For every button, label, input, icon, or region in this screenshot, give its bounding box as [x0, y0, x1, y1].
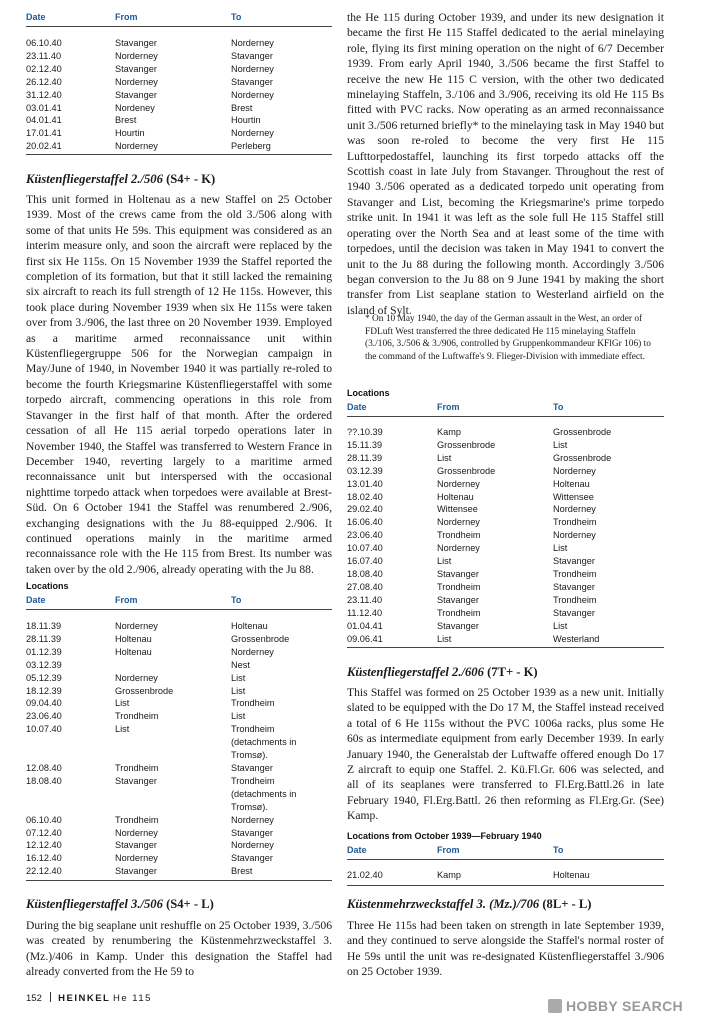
date-cell: 06.10.40: [26, 814, 62, 825]
table4-body: [347, 869, 664, 886]
table-row: [347, 581, 664, 594]
to-cell: Stavanger: [231, 50, 273, 61]
date-cell: 29.02.40: [347, 504, 383, 515]
section-heading: [26, 172, 215, 187]
locations-label: Locations: [347, 388, 390, 398]
to-cell: Brest: [231, 102, 253, 113]
from-cell: Stavanger: [115, 866, 157, 877]
table-row: [26, 114, 332, 127]
to-cell: Trondheim (detachments in Tromsø).: [231, 724, 297, 761]
to-header: To: [231, 12, 242, 22]
section-code: (S4+ - K): [166, 172, 216, 186]
page-footer: [26, 992, 152, 1004]
table-row: [347, 594, 664, 607]
date-cell: 31.12.40: [26, 89, 62, 100]
to-cell: Perleberg: [231, 141, 271, 152]
table2-header: [26, 595, 332, 610]
date-cell: 18.02.40: [347, 491, 383, 502]
to-cell: Norderney: [553, 465, 596, 476]
date-cell: 06.10.40: [26, 38, 62, 48]
from-cell: Stavanger: [115, 840, 157, 851]
table-row: [26, 697, 332, 710]
section-text: This unit formed in Holtenau as a new Staffel on 25 October 1939. Most of the crews came from the old 3./506 along with some of that units He 59s. This equipment was considered as an interim measure only, and soon the aircraft were replaced by the first six He 115s. On 15 November 1939 the Staffel reported the completion of its formation, but that it still lacked the remaining six aircraft to reach its full strength of 12 He 115s. However, this took place during November 1939 when six He 115s were taken over from 3./906, the last three on 20 November 1939. Employed as a maritime armed reconnaissance unit within Küstenfliegergruppe 506 for the Norwegian campaign in May/June of 1940, in November 1940 it was partially re-roled to become the fourth Kriegsmarine Küstenfliegerstaffel with some torpedo aircraft, commencing operations in this role from Stavanger in the first half of that month. After the ordered cessation of all He 115 aerial torpedo operations later in November 1940, the Staffel was transferred to Western France in December 1940, reverting largely to a maritime armed reconnaissance unit but interspersed with the occasional nighttime torpedo attack when torpedoes were available at Brest-Süd. On 6 October 1941 the Staffel was renumbered 2./906, exchanging designations with the Ju 88-equipped 2./906. It continued operations mainly in the maritime armed reconnaissance role with the He 115 from Brest. Its number was taken over by the old 2./906, already operating with the Ju 88.: [26, 193, 332, 576]
date-cell: 18.11.39: [26, 621, 62, 631]
locations-label: Locations: [26, 581, 69, 591]
date-cell: 09.04.40: [26, 698, 62, 709]
to-cell: Stavanger: [231, 827, 273, 838]
date-cell: 27.08.40: [347, 581, 383, 592]
to-cell: Norderney: [553, 530, 596, 541]
section-code: (S4+ - L): [166, 897, 214, 911]
to-cell: Norderney: [231, 38, 274, 48]
table-row: [26, 646, 332, 659]
table-row: [347, 542, 664, 555]
table-row: [26, 620, 332, 633]
date-cell: 23.06.40: [26, 711, 62, 722]
table-row: [26, 827, 332, 840]
from-cell: Trondheim: [115, 814, 159, 825]
table-row: [347, 465, 664, 478]
date-header: Date: [26, 595, 46, 605]
to-cell: Holtenau: [553, 870, 590, 880]
date-cell: 01.12.39: [26, 646, 62, 657]
to-cell: Grossenbrode: [231, 633, 290, 644]
section-code: (8L+ - L): [542, 897, 592, 911]
date-cell: 13.01.40: [347, 478, 383, 489]
from-cell: Norderney: [115, 827, 158, 838]
table-row: [347, 555, 664, 568]
to-cell: Norderney: [231, 63, 274, 74]
from-cell: [115, 659, 231, 672]
from-cell: Norderney: [437, 517, 480, 528]
to-header: To: [231, 595, 242, 605]
table-row: [347, 633, 664, 646]
table-row: [26, 37, 332, 50]
to-cell: Stavanger: [231, 853, 273, 864]
from-header: From: [437, 402, 460, 412]
from-cell: Norderney: [437, 543, 480, 554]
from-cell: Stavanger: [115, 775, 157, 786]
to-header: To: [553, 402, 564, 412]
table-row: [26, 710, 332, 723]
to-cell: Grossenbrode: [553, 452, 612, 463]
to-cell: List: [231, 672, 246, 683]
table-row: [26, 102, 332, 115]
table-row: [26, 659, 332, 672]
table-row: [347, 439, 664, 452]
section-heading: [347, 665, 538, 680]
date-header: Date: [26, 12, 46, 22]
from-cell: Stavanger: [437, 568, 479, 579]
from-cell: Stavanger: [115, 63, 157, 74]
date-header: Date: [347, 402, 367, 412]
to-cell: Trondheim (detachments in Tromsø).: [231, 775, 297, 812]
date-cell: 23.11.40: [347, 594, 383, 605]
from-cell: Grossenbrode: [437, 439, 496, 450]
table1-header: [26, 12, 332, 27]
table-row: [26, 127, 332, 140]
to-cell: Norderney: [553, 504, 596, 515]
to-cell: Norderney: [231, 814, 274, 825]
section-name: Küstenfliegerstaffel 2./506: [26, 172, 163, 186]
date-cell: 17.01.41: [26, 128, 62, 139]
footnote: * On 10 May 1940, the day of the German assault in the West, an order of FDLuft West transferred the three dedicated He 115 minelaying Staffeln (3./106, 3./506 & 3./906, controlled by Gruppenkommandeur KFlGr 106) to the command of the Luftwaffe's 9. Flieger-Division with immediate effect.: [365, 314, 651, 362]
date-cell: 02.12.40: [26, 63, 62, 74]
from-cell: Trondheim: [115, 711, 159, 722]
to-cell: Grossenbrode: [553, 427, 612, 437]
from-cell: List: [115, 698, 130, 709]
table-row: [347, 529, 664, 542]
from-cell: Grossenbrode: [115, 685, 174, 696]
to-cell: Stavanger: [231, 76, 273, 87]
date-cell: 16.07.40: [347, 556, 383, 567]
from-cell: Brest: [115, 115, 137, 126]
watermark: [548, 998, 683, 1014]
date-cell: ??.10.39: [347, 427, 383, 437]
date-cell: 20.02.41: [26, 141, 62, 152]
from-cell: Holtenau: [115, 633, 152, 644]
table-row: [26, 723, 332, 762]
table2-body: [26, 620, 332, 881]
from-header: From: [115, 12, 138, 22]
date-cell: 21.02.40: [347, 870, 383, 880]
date-cell: 26.12.40: [26, 76, 62, 87]
date-cell: 23.11.40: [26, 50, 62, 61]
from-cell: Norderney: [437, 478, 480, 489]
from-cell: Norderney: [115, 76, 158, 87]
date-cell: 28.11.39: [347, 452, 383, 463]
date-cell: 04.01.41: [26, 115, 62, 126]
date-cell: 22.12.40: [26, 866, 62, 877]
table-row: [26, 775, 332, 814]
to-cell: Nest: [231, 659, 250, 670]
section-text: During the big seaplane unit reshuffle on 25 October 1939, 3./506 was created by renumbering the Küstenmehrzweckstaffel 3.(Mz.)/406 in Kamp. Under this designation the Staffel had already converted from the He 59 to: [26, 919, 332, 979]
table-row: [347, 607, 664, 620]
date-cell: 11.12.40: [347, 607, 383, 618]
to-cell: Trondheim: [553, 594, 597, 605]
date-cell: 16.06.40: [347, 517, 383, 528]
from-cell: Norderney: [115, 50, 158, 61]
to-cell: List: [553, 439, 568, 450]
table-row: [26, 76, 332, 89]
table3-header: [347, 402, 664, 417]
date-cell: 09.06.41: [347, 633, 383, 644]
table4-header: [347, 845, 664, 860]
date-cell: 18.12.39: [26, 685, 62, 696]
table-row: [26, 852, 332, 865]
from-cell: Norderney: [115, 621, 158, 631]
to-cell: List: [231, 685, 246, 696]
from-cell: List: [437, 452, 452, 463]
to-cell: List: [231, 711, 246, 722]
to-cell: Westerland: [553, 633, 600, 644]
table1-body: [26, 37, 332, 155]
from-cell: List: [437, 633, 452, 644]
date-cell: 12.12.40: [26, 840, 62, 851]
date-cell: 05.12.39: [26, 672, 62, 683]
to-cell: Trondheim: [553, 568, 597, 579]
from-header: From: [437, 845, 460, 855]
to-cell: Brest: [231, 866, 253, 877]
to-header: To: [553, 845, 564, 855]
date-cell: 07.12.40: [26, 827, 62, 838]
date-cell: 23.06.40: [347, 530, 383, 541]
from-cell: Stavanger: [437, 594, 479, 605]
from-cell: Trondheim: [437, 530, 481, 541]
to-cell: Holtenau: [553, 478, 590, 489]
from-cell: Trondheim: [437, 581, 481, 592]
from-cell: Hourtin: [115, 128, 145, 139]
from-cell: List: [437, 556, 452, 567]
to-cell: Hourtin: [231, 115, 261, 126]
section-text: This Staffel was formed on 25 October 1939 as a new unit. Initially slated to be equipped with the Do 17 M, the Staffel instead received a total of 6 He 115s without the PVC 1006a racks, plus some He 60s as intermediate equipment from early December 1939. In early January 1940, the Generalstab der Luftwaffe offered enough Do 17 Z aircraft to equip one Staffel. 2. Kü.Fl.Gr. 606 was selected, and all of its seaplanes were transferred to Fl.Erg.Battl.26 in late February 1940, Fl.Erg.Battl. 26 then reforming as Fl.Erg.Gr. (See) Kamp.: [347, 686, 664, 823]
table-row: [26, 814, 332, 827]
section-heading: [26, 897, 214, 912]
date-cell: 10.07.40: [347, 543, 383, 554]
to-cell: Holtenau: [231, 621, 268, 631]
date-cell: 12.08.40: [26, 762, 62, 773]
date-cell: 18.08.40: [347, 568, 383, 579]
table-row: [26, 89, 332, 102]
locations-label: Locations from October 1939—February 1940: [347, 831, 542, 841]
table-row: [347, 426, 664, 439]
table-row: [347, 568, 664, 581]
from-cell: Norderney: [115, 853, 158, 864]
table-row: [347, 478, 664, 491]
to-cell: Norderney: [231, 646, 274, 657]
from-cell: Holtenau: [437, 491, 474, 502]
from-cell: Trondheim: [115, 762, 159, 773]
table-row: [26, 672, 332, 685]
table-row: [347, 452, 664, 465]
section-heading: [347, 897, 592, 912]
watermark-text: HOBBY SEARCH: [566, 998, 683, 1014]
to-cell: Norderney: [231, 89, 274, 100]
table-row: [26, 633, 332, 646]
to-cell: Stavanger: [553, 581, 595, 592]
table-row: [347, 869, 664, 882]
footer-model: He 115: [112, 993, 152, 1004]
section-text: Three He 115s had been taken on strength in late September 1939, and they continued to serve alongside the Staffel's normal roster of He 59s until the unit was re-designated Küstenfliegerstaffel 3./906 on 25 October 1939.: [347, 919, 664, 979]
from-cell: List: [115, 724, 130, 735]
section-text-continued: the He 115 during October 1939, and under its new designation it became the first He 115 Staffel dedicated to the aerial minelaying role, flying its first mining operation on the night of 6/7 December 1939. From early April 1940, 3./506 became the first Staffel to receive the new He 115 C version, with the other two dedicated minelaying Staffeln, 3./106 and 3./906, receiving its old He 115 Bs fitted with PVC racks. Now operating as an armed reconnaissance unit 3./506 returned briefly* to the minelaying task in May 1940 but was soon re-roled to become the very first He 115 Lufttorpedostaffel, launching its first torpedo attacks off the Scottish coast in late July from Stavanger. Throughout the rest of 1940 3./506 operated as a dedicated torpedo unit operating from Stavanger and List, becoming the Kriegsmarine's prime torpedo strike unit. In 1941 it was left as the sole full He 115 Staffel still operating over the North Sea and at least some of the time with torpedoes, until the decision was taken in May 1941 to convert the unit to the Ju 88 during the following month. Accordingly 3./506 began conversion to the Ju 88 on 9 June 1941 by making the short transfer from List seaplane station to Westerland airfield on the island of Sylt.: [347, 11, 664, 317]
from-cell: Grossenbrode: [437, 465, 496, 476]
to-cell: List: [553, 620, 568, 631]
date-cell: 18.08.40: [26, 775, 62, 786]
table-row: [347, 491, 664, 504]
from-cell: Holtenau: [115, 646, 152, 657]
table-row: [347, 503, 664, 516]
table-row: [26, 685, 332, 698]
watermark-logo-icon: [548, 999, 562, 1013]
to-cell: Norderney: [231, 128, 274, 139]
from-cell: Stavanger: [437, 620, 479, 631]
to-cell: Trondheim: [553, 517, 597, 528]
from-cell: Stavanger: [115, 38, 157, 48]
to-cell: Wittensee: [553, 491, 594, 502]
to-cell: Norderney: [231, 840, 274, 851]
date-cell: 01.04.41: [347, 620, 383, 631]
table3-body: [347, 426, 664, 648]
to-cell: Trondheim: [231, 698, 275, 709]
from-cell: Trondheim: [437, 607, 481, 618]
table-row: [26, 140, 332, 153]
from-header: From: [115, 595, 138, 605]
date-cell: 10.07.40: [26, 724, 62, 735]
from-cell: Nordeney: [115, 102, 155, 113]
section-name: Küstenfliegerstaffel 3./506: [26, 897, 163, 911]
date-cell: 16.12.40: [26, 853, 62, 864]
date-cell: 15.11.39: [347, 439, 383, 450]
date-cell: 03.12.39: [26, 659, 62, 670]
section-name: Küstenmehrzweckstaffel 3. (Mz.)/706: [347, 897, 540, 911]
table-row: [347, 516, 664, 529]
from-cell: Stavanger: [115, 89, 157, 100]
from-cell: Wittensee: [437, 504, 478, 515]
from-cell: Norderney: [115, 672, 158, 683]
to-cell: List: [553, 543, 568, 554]
from-cell: Kamp: [437, 427, 462, 437]
footer-brand: HEINKEL: [58, 993, 111, 1004]
to-cell: Stavanger: [553, 607, 595, 618]
section-code: (7T+ - K): [487, 665, 538, 679]
to-cell: Stavanger: [553, 556, 595, 567]
from-cell: Kamp: [437, 870, 462, 880]
to-cell: Stavanger: [231, 762, 273, 773]
table-row: [26, 839, 332, 852]
date-cell: 03.12.39: [347, 465, 383, 476]
table-row: [347, 620, 664, 633]
date-cell: 28.11.39: [26, 633, 62, 644]
table-row: [26, 865, 332, 878]
table-row: [26, 762, 332, 775]
table-row: [26, 63, 332, 76]
date-cell: 03.01.41: [26, 102, 62, 113]
section-name: Küstenfliegerstaffel 2./606: [347, 665, 484, 679]
from-cell: Norderney: [115, 141, 158, 152]
date-header: Date: [347, 845, 367, 855]
table-row: [26, 50, 332, 63]
page-number: 152: [26, 993, 42, 1004]
